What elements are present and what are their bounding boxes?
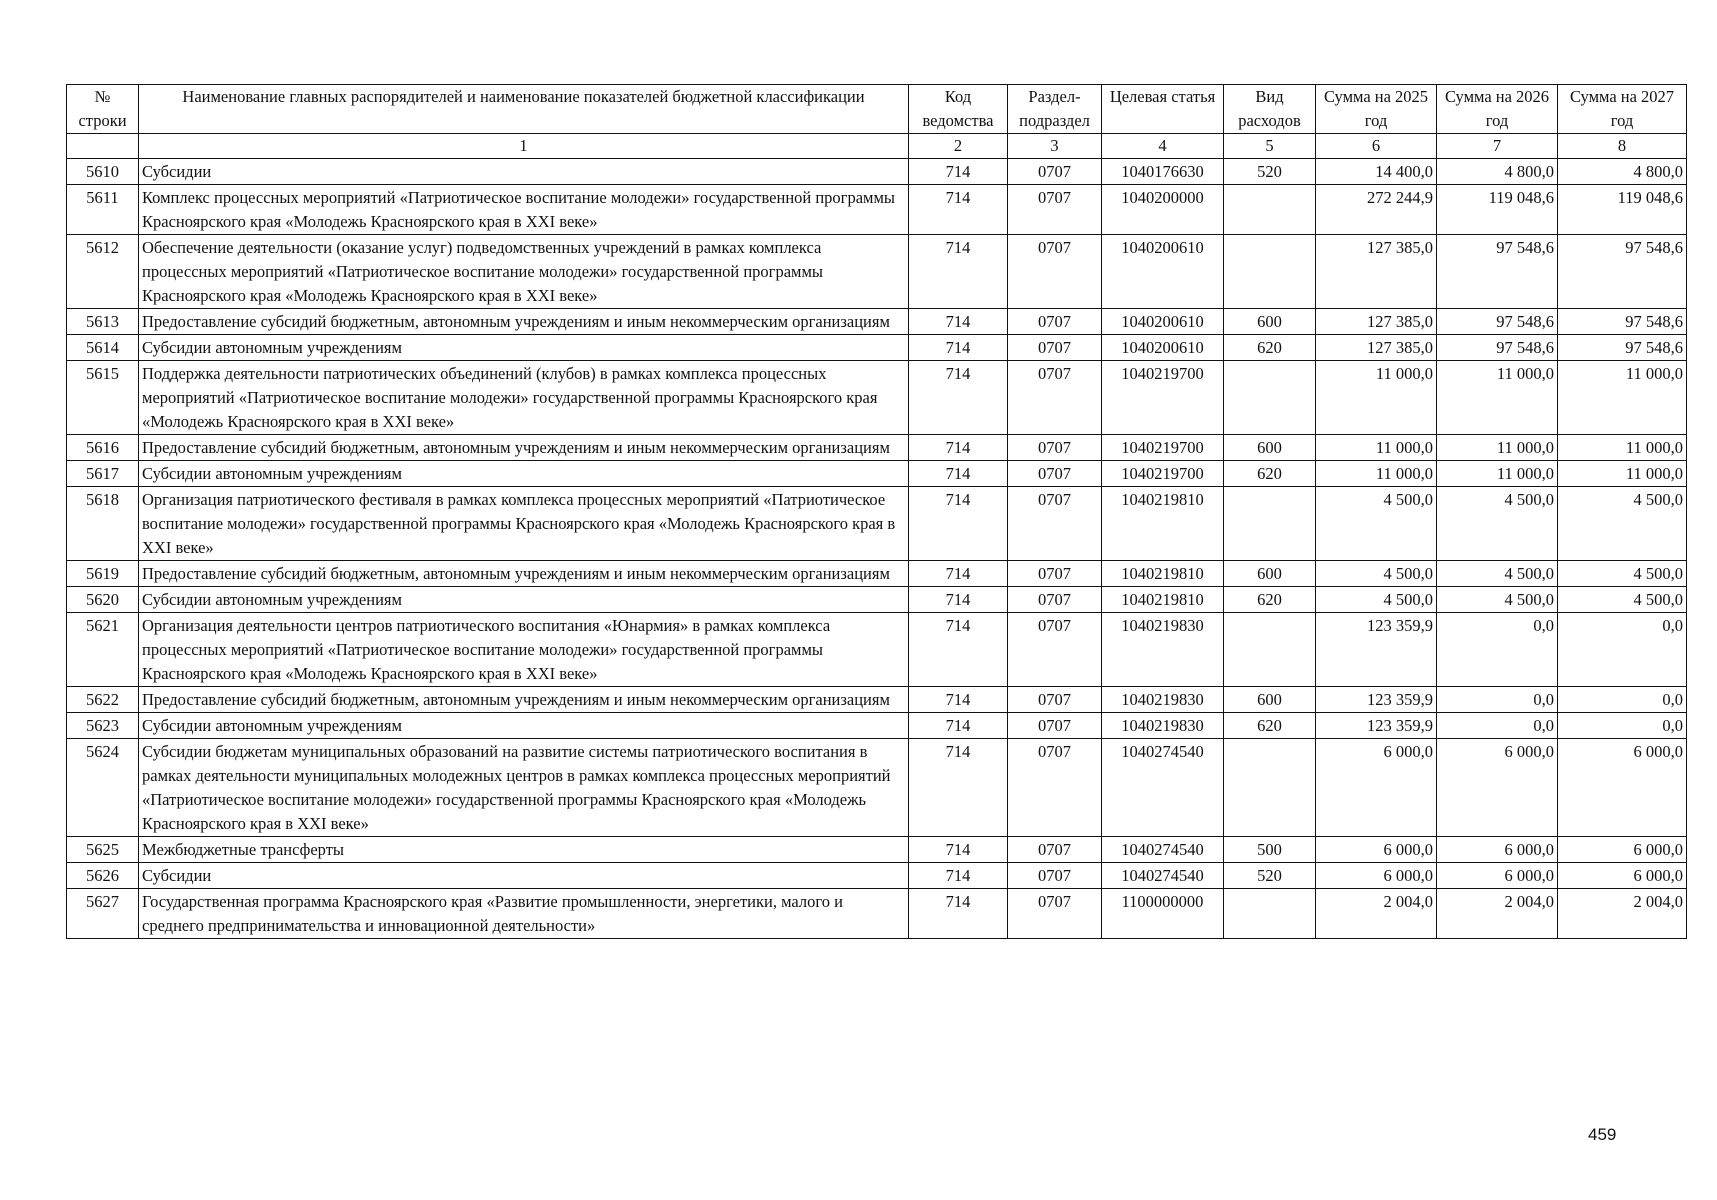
row-section: 0707: [1008, 185, 1102, 235]
column-number: 7: [1437, 134, 1558, 159]
column-number: 8: [1558, 134, 1687, 159]
row-exp-type: [1224, 185, 1316, 235]
table-row: [67, 461, 1687, 487]
row-sum-2027: 11 000,0: [1558, 461, 1687, 487]
row-sum-2027: 6 000,0: [1558, 739, 1687, 837]
row-target: 1040219830: [1102, 713, 1224, 739]
row-sum-2026: 6 000,0: [1437, 739, 1558, 837]
row-sum-2027: 6 000,0: [1558, 863, 1687, 889]
row-name: Субсидии автономным учреждениям: [139, 335, 909, 361]
row-target: 1040274540: [1102, 863, 1224, 889]
row-sum-2025: 11 000,0: [1316, 361, 1437, 435]
row-target: 1040274540: [1102, 837, 1224, 863]
row-sum-2027: 4 800,0: [1558, 159, 1687, 185]
table-row: [67, 309, 1687, 335]
row-sum-2026: 2 004,0: [1437, 889, 1558, 939]
row-target: 1040200610: [1102, 235, 1224, 309]
row-name: Субсидии автономным учреждениям: [139, 461, 909, 487]
row-number: 5615: [67, 361, 139, 435]
row-sum-2026: 97 548,6: [1437, 235, 1558, 309]
row-dept-code: 714: [909, 159, 1008, 185]
row-dept-code: 714: [909, 461, 1008, 487]
row-sum-2025: 11 000,0: [1316, 435, 1437, 461]
row-exp-type: 520: [1224, 159, 1316, 185]
table-row: [67, 713, 1687, 739]
header-section: Раздел-подраздел: [1008, 85, 1102, 134]
row-sum-2026: 0,0: [1437, 713, 1558, 739]
row-section: 0707: [1008, 487, 1102, 561]
row-dept-code: 714: [909, 889, 1008, 939]
header-name: Наименование главных распорядителей и наименование показателей бюджетной классификации: [139, 85, 909, 134]
row-exp-type: 600: [1224, 687, 1316, 713]
table-row: [67, 159, 1687, 185]
header-target: Целевая статья: [1102, 85, 1224, 134]
row-sum-2025: 4 500,0: [1316, 561, 1437, 587]
row-exp-type: 600: [1224, 561, 1316, 587]
table-row: [67, 739, 1687, 837]
row-sum-2026: 97 548,6: [1437, 335, 1558, 361]
row-sum-2025: 6 000,0: [1316, 863, 1437, 889]
row-name: Предоставление субсидий бюджетным, автономным учреждениям и иным некоммерческим организациям: [139, 435, 909, 461]
row-sum-2027: 4 500,0: [1558, 561, 1687, 587]
row-sum-2027: 0,0: [1558, 713, 1687, 739]
row-section: 0707: [1008, 889, 1102, 939]
column-number-row: [67, 134, 1687, 159]
row-dept-code: 714: [909, 185, 1008, 235]
row-sum-2027: 97 548,6: [1558, 335, 1687, 361]
table-row: [67, 435, 1687, 461]
row-number: 5623: [67, 713, 139, 739]
row-sum-2026: 4 500,0: [1437, 561, 1558, 587]
row-number: 5611: [67, 185, 139, 235]
row-sum-2027: 6 000,0: [1558, 837, 1687, 863]
row-sum-2026: 4 500,0: [1437, 587, 1558, 613]
header-sum-2025: Сумма на 2025 год: [1316, 85, 1437, 134]
row-section: 0707: [1008, 687, 1102, 713]
row-dept-code: 714: [909, 837, 1008, 863]
row-sum-2026: 4 800,0: [1437, 159, 1558, 185]
row-dept-code: 714: [909, 687, 1008, 713]
row-section: 0707: [1008, 587, 1102, 613]
row-section: 0707: [1008, 613, 1102, 687]
row-name: Организация деятельности центров патриотического воспитания «Юнармия» в рамках комплекса процессных мероприятий «Патриотическое воспитание молодежи» государственной программы Красноярского края «Молодежь Красноярского края в XXI веке»: [139, 613, 909, 687]
column-number: 2: [909, 134, 1008, 159]
row-number: 5619: [67, 561, 139, 587]
row-section: 0707: [1008, 837, 1102, 863]
row-section: 0707: [1008, 309, 1102, 335]
table-row: [67, 487, 1687, 561]
row-section: 0707: [1008, 713, 1102, 739]
row-sum-2027: 4 500,0: [1558, 487, 1687, 561]
row-section: 0707: [1008, 561, 1102, 587]
row-dept-code: 714: [909, 739, 1008, 837]
column-number: 4: [1102, 134, 1224, 159]
row-dept-code: 714: [909, 713, 1008, 739]
row-exp-type: 520: [1224, 863, 1316, 889]
table-row: [67, 361, 1687, 435]
header-sum-2027: Сумма на 2027 год: [1558, 85, 1687, 134]
header-sum-2026: Сумма на 2026 год: [1437, 85, 1558, 134]
row-name: Организация патриотического фестиваля в рамках комплекса процессных мероприятий «Патриотическое воспитание молодежи» государственной программы Красноярского края «Молодежь Красноярского края в XXI веке»: [139, 487, 909, 561]
row-number: 5626: [67, 863, 139, 889]
row-target: 1040219810: [1102, 487, 1224, 561]
table-row: [67, 185, 1687, 235]
page-number: 459: [1588, 1125, 1617, 1144]
row-section: 0707: [1008, 361, 1102, 435]
row-number: 5621: [67, 613, 139, 687]
row-name: Поддержка деятельности патриотических объединений (клубов) в рамках комплекса процессных мероприятий «Патриотическое воспитание молодежи» государственной программы Красноярского края «Молодежь Красноярского края в XXI веке»: [139, 361, 909, 435]
row-number: 5624: [67, 739, 139, 837]
row-name: Субсидии автономным учреждениям: [139, 713, 909, 739]
row-name: Предоставление субсидий бюджетным, автономным учреждениям и иным некоммерческим организациям: [139, 687, 909, 713]
table-row: [67, 863, 1687, 889]
row-exp-type: 620: [1224, 713, 1316, 739]
row-exp-type: 620: [1224, 335, 1316, 361]
row-sum-2026: 4 500,0: [1437, 487, 1558, 561]
row-section: 0707: [1008, 435, 1102, 461]
row-name: Комплекс процессных мероприятий «Патриотическое воспитание молодежи» государственной программы Красноярского края «Молодежь Красноярского края в XXI веке»: [139, 185, 909, 235]
row-name: Предоставление субсидий бюджетным, автономным учреждениям и иным некоммерческим организациям: [139, 561, 909, 587]
row-target: 1040219810: [1102, 587, 1224, 613]
row-target: 1040176630: [1102, 159, 1224, 185]
row-target: 1040219810: [1102, 561, 1224, 587]
row-sum-2025: 272 244,9: [1316, 185, 1437, 235]
column-number-blank: [67, 134, 139, 159]
row-sum-2027: 11 000,0: [1558, 435, 1687, 461]
row-dept-code: 714: [909, 335, 1008, 361]
row-dept-code: 714: [909, 435, 1008, 461]
row-number: 5622: [67, 687, 139, 713]
row-name: Предоставление субсидий бюджетным, автономным учреждениям и иным некоммерческим организациям: [139, 309, 909, 335]
column-number: 3: [1008, 134, 1102, 159]
row-sum-2027: 0,0: [1558, 687, 1687, 713]
row-exp-type: [1224, 613, 1316, 687]
row-dept-code: 714: [909, 613, 1008, 687]
row-dept-code: 714: [909, 235, 1008, 309]
row-exp-type: [1224, 361, 1316, 435]
header-row-no: № строки: [67, 85, 139, 134]
table-row: [67, 687, 1687, 713]
row-number: 5627: [67, 889, 139, 939]
table-row: [67, 335, 1687, 361]
row-sum-2026: 6 000,0: [1437, 837, 1558, 863]
row-sum-2026: 11 000,0: [1437, 461, 1558, 487]
row-name: Субсидии автономным учреждениям: [139, 587, 909, 613]
row-sum-2027: 0,0: [1558, 613, 1687, 687]
row-sum-2027: 119 048,6: [1558, 185, 1687, 235]
row-dept-code: 714: [909, 487, 1008, 561]
row-exp-type: [1224, 889, 1316, 939]
row-exp-type: 600: [1224, 435, 1316, 461]
row-target: 1040219830: [1102, 613, 1224, 687]
row-target: 1040219700: [1102, 461, 1224, 487]
row-number: 5614: [67, 335, 139, 361]
row-number: 5620: [67, 587, 139, 613]
row-target: 1100000000: [1102, 889, 1224, 939]
row-sum-2025: 123 359,9: [1316, 687, 1437, 713]
row-name: Государственная программа Красноярского края «Развитие промышленности, энергетики, малого и среднего предпринимательства и инновационной деятельности»: [139, 889, 909, 939]
row-sum-2025: 123 359,9: [1316, 613, 1437, 687]
row-sum-2027: 2 004,0: [1558, 889, 1687, 939]
row-section: 0707: [1008, 159, 1102, 185]
row-sum-2025: 2 004,0: [1316, 889, 1437, 939]
table-body: [67, 159, 1687, 939]
row-sum-2026: 119 048,6: [1437, 185, 1558, 235]
row-sum-2025: 127 385,0: [1316, 335, 1437, 361]
row-name: Обеспечение деятельности (оказание услуг) подведомственных учреждений в рамках комплекса процессных мероприятий «Патриотическое воспитание молодежи» государственной программы Красноярского края «Молодежь Красноярского края в XXI веке»: [139, 235, 909, 309]
row-sum-2026: 6 000,0: [1437, 863, 1558, 889]
row-target: 1040274540: [1102, 739, 1224, 837]
row-exp-type: [1224, 487, 1316, 561]
row-sum-2026: 11 000,0: [1437, 435, 1558, 461]
row-name: Субсидии бюджетам муниципальных образований на развитие системы патриотического воспитания в рамках деятельности муниципальных молодежных центров в рамках комплекса процессных мероприятий «Патриотическое воспитание молодежи» государственной программы Красноярского края «Молодежь Красноярского края в XXI веке»: [139, 739, 909, 837]
row-sum-2027: 11 000,0: [1558, 361, 1687, 435]
row-sum-2027: 4 500,0: [1558, 587, 1687, 613]
row-sum-2025: 6 000,0: [1316, 837, 1437, 863]
row-section: 0707: [1008, 863, 1102, 889]
row-dept-code: 714: [909, 561, 1008, 587]
row-sum-2027: 97 548,6: [1558, 309, 1687, 335]
row-sum-2026: 0,0: [1437, 613, 1558, 687]
row-sum-2027: 97 548,6: [1558, 235, 1687, 309]
table-row: [67, 587, 1687, 613]
table-row: [67, 561, 1687, 587]
column-number: 6: [1316, 134, 1437, 159]
table-row: [67, 889, 1687, 939]
header-row: [67, 85, 1687, 134]
row-section: 0707: [1008, 461, 1102, 487]
row-sum-2025: 123 359,9: [1316, 713, 1437, 739]
row-sum-2025: 11 000,0: [1316, 461, 1437, 487]
row-target: 1040200610: [1102, 309, 1224, 335]
row-target: 1040219830: [1102, 687, 1224, 713]
row-sum-2025: 4 500,0: [1316, 587, 1437, 613]
table-row: [67, 235, 1687, 309]
row-name: Субсидии: [139, 159, 909, 185]
row-target: 1040200000: [1102, 185, 1224, 235]
table-row: [67, 613, 1687, 687]
row-dept-code: 714: [909, 361, 1008, 435]
row-sum-2025: 6 000,0: [1316, 739, 1437, 837]
table-row: [67, 837, 1687, 863]
row-number: 5618: [67, 487, 139, 561]
row-number: 5616: [67, 435, 139, 461]
row-exp-type: 500: [1224, 837, 1316, 863]
table-header: [67, 85, 1687, 159]
row-exp-type: 600: [1224, 309, 1316, 335]
row-sum-2026: 0,0: [1437, 687, 1558, 713]
header-exp-type: Вид расходов: [1224, 85, 1316, 134]
row-section: 0707: [1008, 739, 1102, 837]
row-name: Межбюджетные трансферты: [139, 837, 909, 863]
row-dept-code: 714: [909, 863, 1008, 889]
row-number: 5625: [67, 837, 139, 863]
row-dept-code: 714: [909, 309, 1008, 335]
row-exp-type: 620: [1224, 461, 1316, 487]
row-sum-2025: 4 500,0: [1316, 487, 1437, 561]
row-dept-code: 714: [909, 587, 1008, 613]
column-number: 5: [1224, 134, 1316, 159]
row-number: 5613: [67, 309, 139, 335]
row-exp-type: [1224, 739, 1316, 837]
row-target: 1040200610: [1102, 335, 1224, 361]
row-sum-2026: 97 548,6: [1437, 309, 1558, 335]
row-target: 1040219700: [1102, 435, 1224, 461]
row-sum-2025: 127 385,0: [1316, 309, 1437, 335]
row-section: 0707: [1008, 335, 1102, 361]
row-exp-type: [1224, 235, 1316, 309]
column-number: 1: [139, 134, 909, 159]
row-number: 5612: [67, 235, 139, 309]
row-section: 0707: [1008, 235, 1102, 309]
row-name: Субсидии: [139, 863, 909, 889]
row-exp-type: 620: [1224, 587, 1316, 613]
header-dept-code: Код ведомства: [909, 85, 1008, 134]
budget-table: [66, 84, 1687, 939]
row-sum-2026: 11 000,0: [1437, 361, 1558, 435]
row-number: 5617: [67, 461, 139, 487]
row-number: 5610: [67, 159, 139, 185]
row-sum-2025: 14 400,0: [1316, 159, 1437, 185]
row-sum-2025: 127 385,0: [1316, 235, 1437, 309]
row-target: 1040219700: [1102, 361, 1224, 435]
